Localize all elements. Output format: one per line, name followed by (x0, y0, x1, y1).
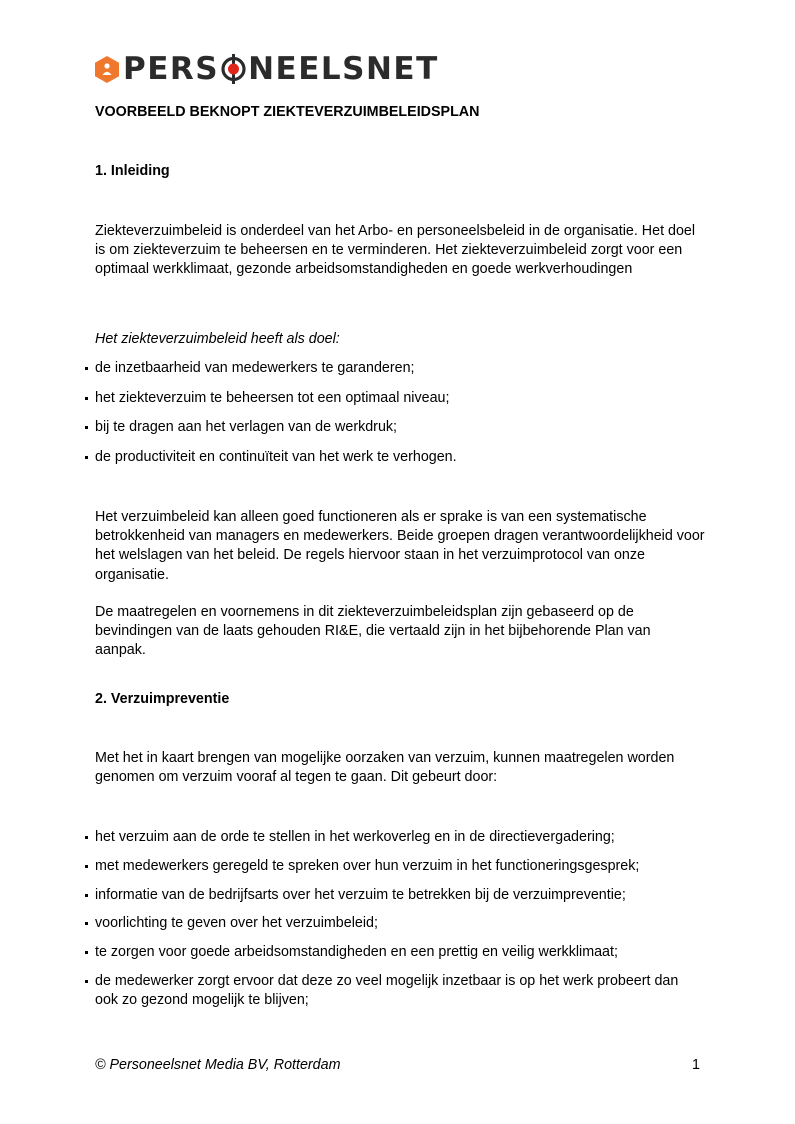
goals-heading: Het ziekteverzuimbeleid heeft als doel: (95, 331, 340, 347)
prevention-item: de medewerker zorgt ervoor dat deze zo veel mogelijk inzetbaar is op het werk probeert dan ook zo gezond mogelijk te blijven; (85, 972, 705, 1010)
goal-item: de inzetbaarheid van medewerkers te garanderen; (85, 359, 705, 378)
target-icon (220, 54, 247, 84)
section1-heading: 1. Inleiding (95, 163, 170, 179)
section2-intro: Met het in kaart brengen van mogelijke oorzaken van verzuim, kunnen maatregelen worden genomen om verzuim vooraf al tegen te gaan. Dit gebeurt door: (95, 750, 675, 786)
footer-copyright: © Personeelsnet Media BV, Rotterdam (95, 1057, 341, 1073)
logo-text-start: PERS (123, 51, 220, 87)
section1-paragraph-3: De maatregelen en voornemens in dit ziekteverzuimbeleidsplan zijn gebaseerd op de bevindingen van de laats gehouden RI&E, die vertaald zijn in het bijbehorende Plan van aanpak. (95, 604, 651, 659)
prevention-item: het verzuim aan de orde te stellen in het werkoverleg en in de directievergadering; (85, 828, 705, 847)
prevention-item: te zorgen voor goede arbeidsomstandigheden en een prettig en veilig werkklimaat; (85, 943, 705, 962)
prevention-item: met medewerkers geregeld te spreken over hun verzuim in het functioneringsgesprek; (85, 857, 705, 876)
prevention-list (85, 828, 705, 1010)
section1-intro: Ziekteverzuimbeleid is onderdeel van het Arbo- en personeelsbeleid in de organisatie. Het doel is om ziekteverzuim te beheersen en te verminderen. Het ziekteverzuimbeleid zorgt voor een optimaal werkklimaat, gezonde arbeidsomstandigheden en goede werkverhoudingen (95, 223, 696, 278)
section1-paragraph-2: Het verzuimbeleid kan alleen goed functioneren als er sprake is van een systematische betrokkenheid van managers en medewerkers. Beide groepen dragen verantwoordelijkheid voor het welslagen van het beleid. De regels hiervoor staan in het verzuimprotocol van onze organisatie. (95, 509, 705, 583)
goal-item: bij te dragen aan het verlagen van de werkdruk; (85, 418, 705, 437)
person-hexagon-icon (95, 56, 119, 83)
page-number: 1 (692, 1057, 700, 1073)
prevention-item: informatie van de bedrijfsarts over het verzuim te betrekken bij de verzuimpreventie; (85, 886, 705, 905)
goal-item: het ziekteverzuim te beheersen tot een optimaal niveau; (85, 389, 705, 408)
prevention-item: voorlichting te geven over het verzuimbeleid; (85, 914, 705, 933)
section2-heading: 2. Verzuimpreventie (95, 691, 230, 707)
logo-text-end: NEELSNET (248, 51, 439, 87)
personeelsnet-logo (95, 52, 439, 86)
goal-item: de productiviteit en continuïteit van het werk te verhogen. (85, 448, 705, 467)
goals-list (85, 359, 705, 467)
document-title: VOORBEELD BEKNOPT ZIEKTEVERZUIMBELEIDSPLAN (95, 104, 480, 120)
